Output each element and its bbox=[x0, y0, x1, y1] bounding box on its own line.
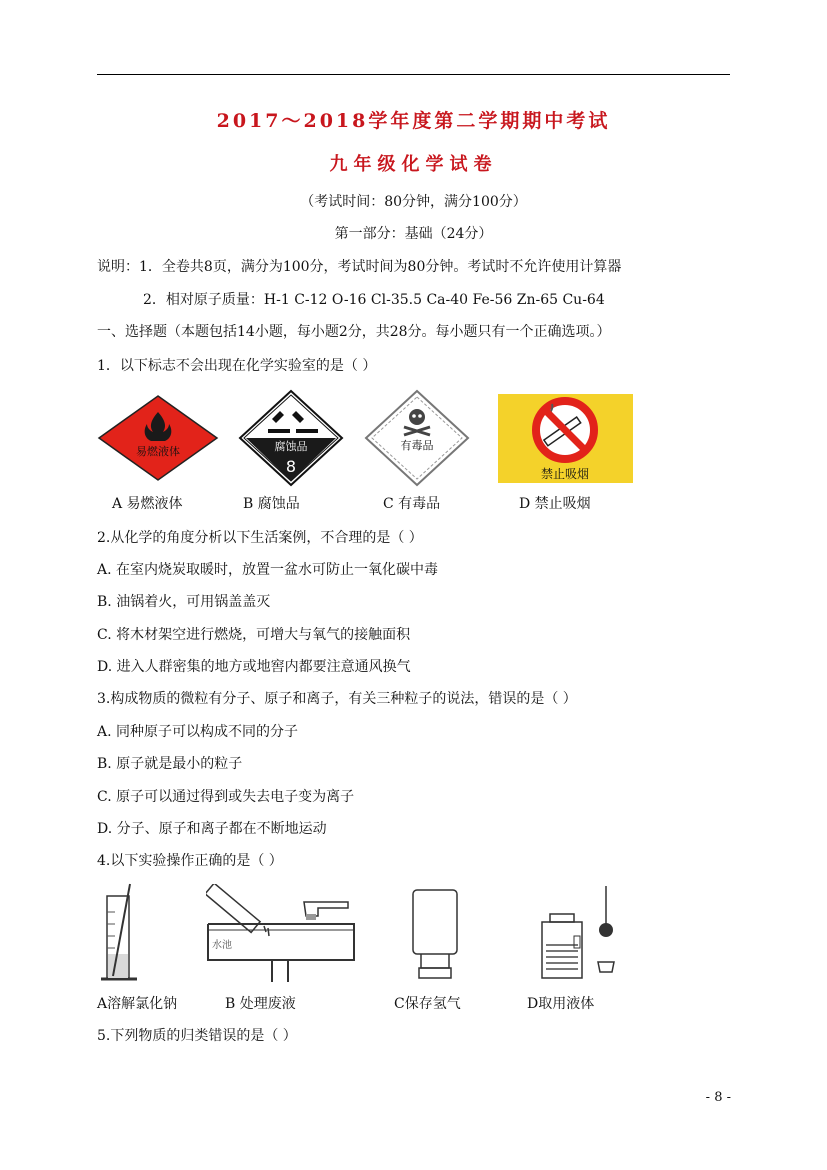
no-smoking-sign-image bbox=[498, 394, 633, 483]
note-line-1: 说明：1．全卷共8页，满分为100分，考试时间为80分钟。考试时不允许使用计算器 bbox=[97, 259, 622, 275]
q5-stem: 5.下列物质的归类错误的是（ ） bbox=[97, 1028, 297, 1044]
section-heading: 第一部分：基础（24分） bbox=[334, 226, 493, 242]
q1-option-a: A 易燃液体 bbox=[112, 496, 183, 512]
corrosive-sign-text: 腐蚀品 bbox=[274, 440, 308, 453]
q4-option-d: D取用液体 bbox=[527, 996, 595, 1012]
corrosive-sign-image bbox=[238, 389, 344, 487]
basin-label: 水池 bbox=[212, 940, 232, 951]
inverted-gas-bottle-image bbox=[409, 888, 461, 980]
q4-option-a: A溶解氯化钠 bbox=[97, 996, 178, 1012]
q4-option-b: B 处理废液 bbox=[225, 996, 296, 1012]
exam-info: （考试时间：80分钟，满分100分） bbox=[300, 194, 527, 210]
q3-stem: 3.构成物质的微粒有分子、原子和离子，有关三种粒子的说法，错误的是（ ） bbox=[97, 691, 577, 707]
exam-title: 2017～2018学年度第二学期期中考试 bbox=[216, 110, 611, 132]
waste-disposal-basin-image bbox=[206, 884, 358, 984]
toxic-sign-image bbox=[364, 389, 470, 487]
q1-option-c: C 有毒品 bbox=[383, 496, 441, 512]
q1-option-d: D 禁止吸烟 bbox=[519, 496, 591, 512]
q4-option-c: C保存氢气 bbox=[394, 996, 461, 1012]
page-number: - 8 - bbox=[705, 1090, 731, 1105]
toxic-sign-text: 有毒品 bbox=[400, 439, 434, 452]
graduated-cylinder-image bbox=[97, 882, 143, 984]
q4-stem: 4.以下实验操作正确的是（ ） bbox=[97, 853, 283, 869]
q3-option-a: A. 同种原子可以构成不同的分子 bbox=[97, 724, 299, 740]
q1-option-b: B 腐蚀品 bbox=[243, 496, 300, 512]
q3-option-c: C. 原子可以通过得到或失去电子变为离子 bbox=[97, 789, 355, 805]
corrosive-class-number: 8 bbox=[285, 457, 297, 476]
reagent-bottle-dropper-image bbox=[538, 884, 618, 980]
q2-option-c: C. 将木材架空进行燃烧，可增大与氧气的接触面积 bbox=[97, 627, 411, 643]
q3-option-b: B. 原子就是最小的粒子 bbox=[97, 756, 243, 772]
q2-stem: 2.从化学的角度分析以下生活案例，不合理的是（ ） bbox=[97, 530, 423, 546]
q1-stem: 1．以下标志不会出现在化学实验室的是（ ） bbox=[97, 358, 377, 374]
q2-option-a: A. 在室内烧炭取暖时，放置一盆水可防止一氧化碳中毒 bbox=[97, 562, 439, 578]
q2-option-b: B. 油锅着火，可用锅盖盖灭 bbox=[97, 594, 271, 610]
no-smoking-sign-text: 禁止吸烟 bbox=[540, 467, 590, 481]
q2-option-d: D. 进入人群密集的地方或地窖内都要注意通风换气 bbox=[97, 659, 411, 675]
flammable-sign-text: 易燃液体 bbox=[136, 445, 180, 458]
note-line-2: 2．相对原子质量：H-1 C-12 O-16 Cl-35.5 Ca-40 Fe-56 Zn-65 Cu-64 bbox=[143, 292, 605, 308]
flammable-liquid-sign-image bbox=[97, 394, 219, 482]
part-one-heading: 一、选择题（本题包括14小题，每小题2分，共28分。每小题只有一个正确选项。） bbox=[97, 324, 611, 340]
header-rule bbox=[97, 74, 730, 75]
paper-subtitle: 九年级化学试卷 bbox=[329, 154, 498, 175]
q3-option-d: D. 分子、原子和离子都在不断地运动 bbox=[97, 821, 327, 837]
